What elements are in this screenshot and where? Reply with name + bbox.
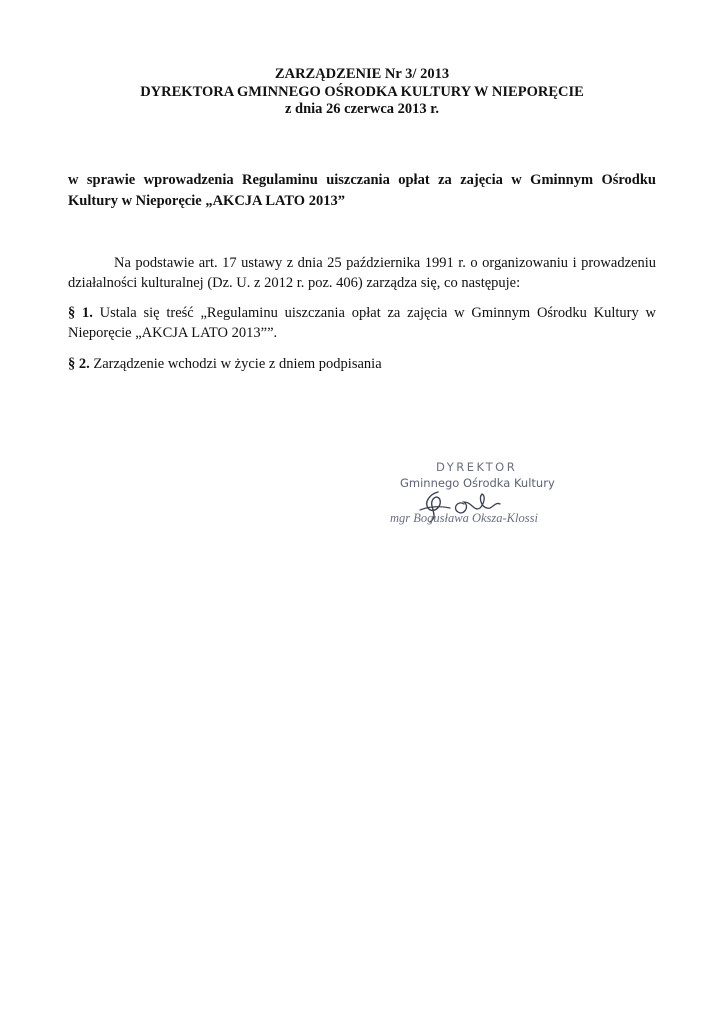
document-subject xyxy=(68,170,656,212)
intro-paragraph xyxy=(68,253,656,293)
header-issuer: DYREKTORA GMINNEGO OŚRODKA KULTURY W NIEPORĘCIE xyxy=(140,83,584,100)
section-1-text: Ustala się treść „Regulaminu uiszczania opłat za zajęcia w Gminnym Ośrodku Kultury w xyxy=(92,305,657,321)
intro-line-2: działalności kulturalnej (Dz. U. z 2012 r. poz. 406) zarządza się, co następuje: xyxy=(68,275,521,291)
document-header xyxy=(0,66,724,119)
section-1-line-2: Nieporęcie „AKCJA LATO 2013””. xyxy=(68,325,278,341)
header-title: ZARZĄDZENIE Nr 3/ 2013 xyxy=(274,66,450,82)
section-2-text: Zarządzenie wchodzi w życie z dniem podpisania xyxy=(89,356,382,372)
section-1-paragraph xyxy=(68,303,656,343)
intro-line-1: Na podstawie art. 17 ustawy z dnia 25 października 1991 r. o organizowaniu i prowadzeniu xyxy=(114,255,656,271)
section-2-paragraph xyxy=(68,354,656,374)
section-1-marker: § 1. xyxy=(68,305,93,321)
stamp-name: mgr Bogusława Oksza-Klossi xyxy=(390,511,538,525)
header-date: z dnia 26 czerwca 2013 r. xyxy=(284,101,440,117)
subject-line-2: Kultury w Nieporęcie „AKCJA LATO 2013” xyxy=(68,193,345,209)
section-2-marker: § 2. xyxy=(68,356,90,372)
stamp-organization: Gminnego Ośrodka Kultury xyxy=(400,476,555,490)
subject-line-1: w sprawie wprowadzenia Regulaminu uiszczania opłat za zajęcia w Gminnym Ośrodku xyxy=(68,172,656,188)
section-1-line-1 xyxy=(68,303,656,323)
section-2-line xyxy=(68,354,656,374)
stamp-title: DYREKTOR xyxy=(436,460,518,474)
director-stamp xyxy=(390,460,580,532)
